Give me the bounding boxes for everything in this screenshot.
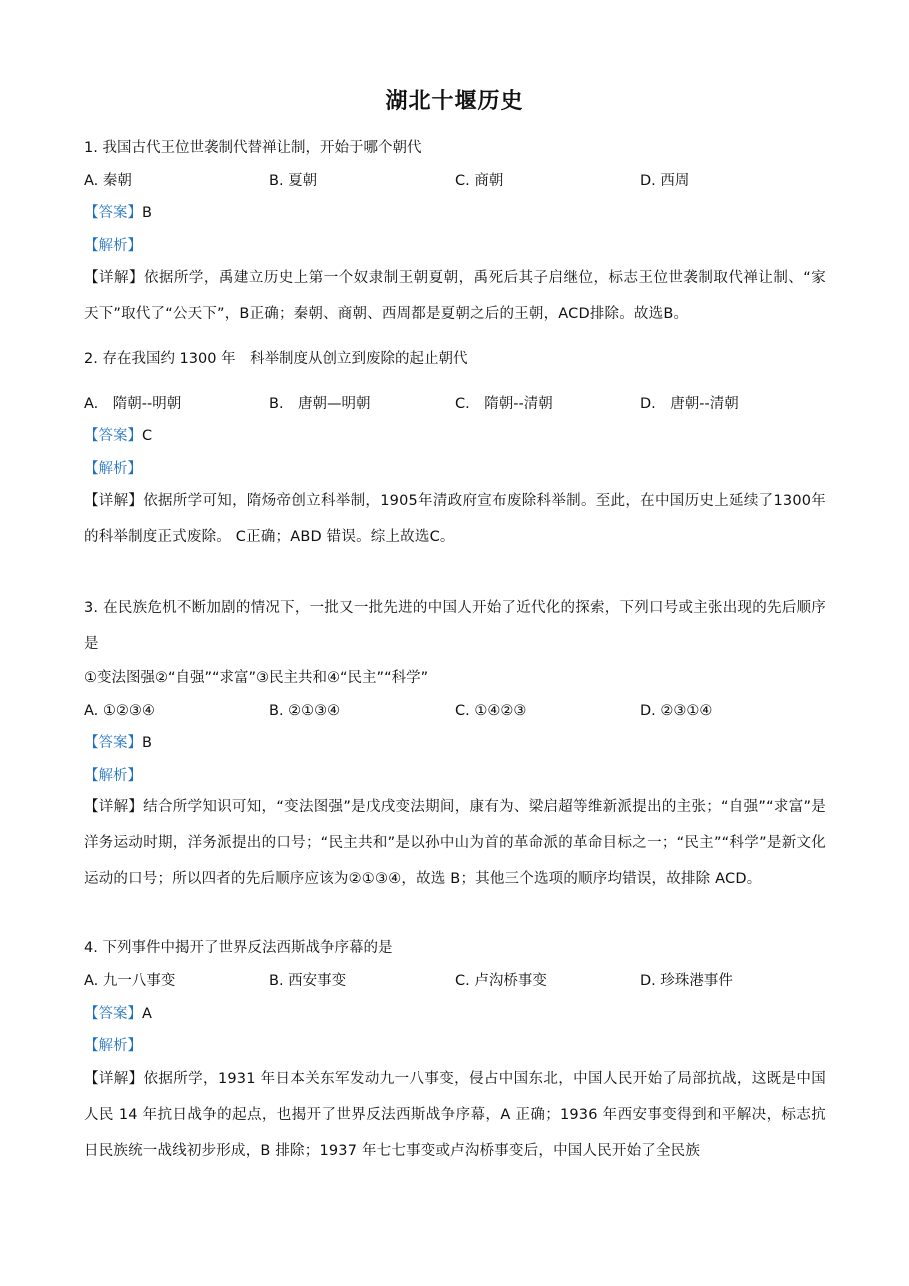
option-d: D. 西周 [640,173,690,189]
question-3-analysis-tag: 【解析】 [84,768,142,784]
question-2-stem: 2. 存在我国约 1300 年 科举制度从创立到废除的起止朝代 [84,351,468,367]
option-d: D. 珍珠港事件 [640,973,733,989]
question-4-answer [84,1004,152,1024]
answer-value: B [142,205,152,221]
question-2-options [84,394,824,414]
page-title: 湖北十堰历史 [385,89,524,114]
option-d: D. ②③①④ [640,703,713,719]
answer-tag: 【答案】 [84,428,142,444]
question-1-options [84,171,824,191]
question-3-answer [84,733,152,753]
question-1-answer [84,203,152,223]
option-b: B. 夏朝 [269,173,318,189]
option-c: C. 卢沟桥事变 [455,973,547,989]
option-c: C. ①④②③ [455,703,527,719]
option-c: C. 隋朝--清朝 [455,396,553,412]
option-d: D. 唐朝--清朝 [640,396,739,412]
answer-value: C [142,428,153,444]
answer-tag: 【答案】 [84,1006,142,1022]
option-c: C. 商朝 [455,173,504,189]
question-4-stem: 4. 下列事件中揭开了世界反法西斯战争序幕的是 [84,940,393,956]
question-3-sub: ①变法图强②“自强”“求富”③民主共和④“民主”“科学” [84,670,429,686]
question-3-options [84,701,824,721]
answer-value: A [142,1006,152,1022]
option-a: A. 隋朝--明朝 [84,396,182,412]
question-4-detail: 【详解】依据所学，1931 年日本关东军发动九一八事变，侵占中国东北，中国人民开始了局部抗战，这既是中国人民 14 年抗日战争的起点，也揭开了世界反法西斯战争序幕，A 正确；1936 年西安事变得到和平解决，标志抗日民族统一战线初步形成，B 排除；1937 年七七事变或卢沟桥事变后，中国人民开始了全民族 [84,1071,826,1159]
option-a: A. ①②③④ [84,703,155,719]
question-2-detail: 【详解】依据所学可知，隋炀帝创立科举制，1905年清政府宣布废除科举制。至此，在中国历史上延续了1300年的科举制度正式废除。 C正确；ABD 错误。综上故选C。 [84,493,826,545]
option-b: B. 西安事变 [269,973,347,989]
answer-tag: 【答案】 [84,205,142,221]
option-b: B. 唐朝—明朝 [269,396,371,412]
question-3-detail: 【详解】结合所学知识可知，“变法图强”是戊戌变法期间，康有为、梁启超等维新派提出的主张；“自强”“求富”是洋务运动时期，洋务派提出的口号；“民主共和”是以孙中山为首的革命派的革命目标之一；“民主”“科学”是新文化运动的口号；所以四者的先后顺序应该为②①③④，故选 B；其他三个选项的顺序均错误，故排除 ACD。 [84,799,826,887]
question-1-stem: 1. 我国古代王位世袭制代替禅让制，开始于哪个朝代 [84,140,422,156]
question-2-answer [84,426,152,446]
question-2-analysis-tag: 【解析】 [84,461,142,477]
option-b: B. ②①③④ [269,703,341,719]
answer-tag: 【答案】 [84,735,142,751]
question-1-analysis-tag: 【解析】 [84,238,142,254]
option-a: A. 秦朝 [84,173,132,189]
question-3-stem: 3. 在民族危机不断加剧的情况下，一批又一批先进的中国人开始了近代化的探索，下列口号或主张出现的先后顺序是 [84,600,826,652]
question-1-detail: 【详解】依据所学，禹建立历史上第一个奴隶制王朝夏朝，禹死后其子启继位，标志王位世袭制取代禅让制、“家天下”取代了“公天下”，B正确；秦朝、商朝、西周都是夏朝之后的王朝，ACD排除。故选B。 [84,270,826,322]
answer-value: B [142,735,152,751]
question-4-options [84,971,824,991]
option-a: A. 九一八事变 [84,973,176,989]
question-4-analysis-tag: 【解析】 [84,1038,142,1054]
